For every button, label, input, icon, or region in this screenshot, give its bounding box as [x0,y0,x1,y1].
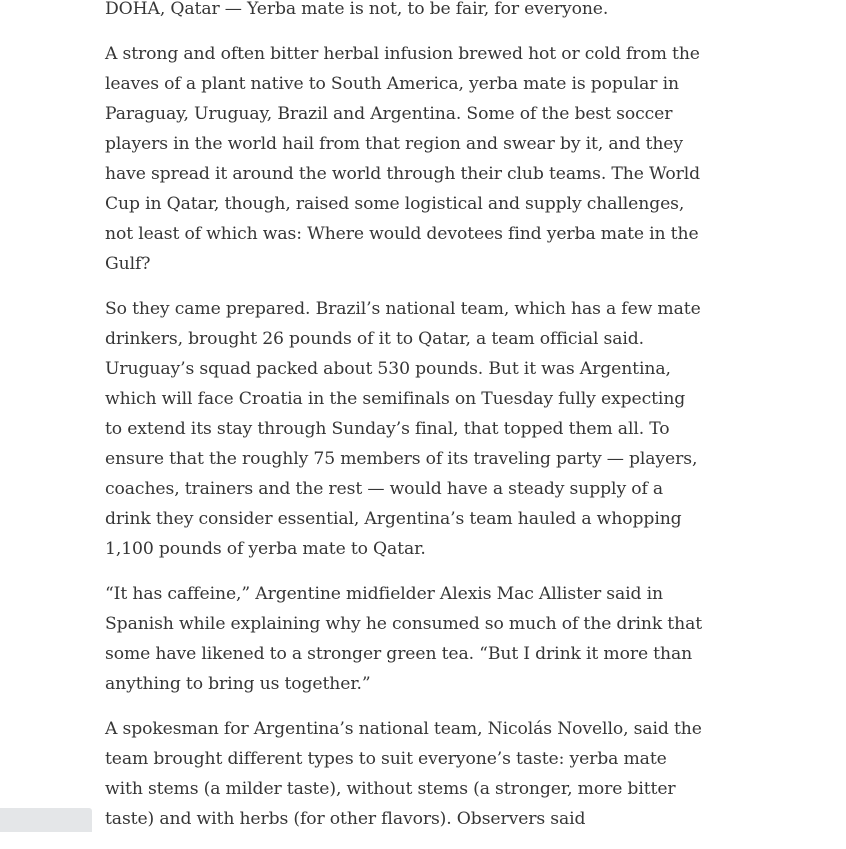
corner-widget[interactable] [0,808,92,832]
article-body [105,0,705,849]
article-paragraph: So they came prepared. Brazil’s national team, which has a few mate drinkers, brought 26 pounds of it to Qatar, a team official said. Uruguay’s squad packed about 530 pounds. But it was Argentina, which will face Croatia in the semifinals on Tuesday fully expecting to extend its stay through Sunday’s final, that topped them all. To ensure that the roughly 75 members of its traveling party — players, coaches, trainers and the rest — would have a steady supply of a drink they consider essential, Argentina’s team hauled a whopping 1,100 pounds of yerba mate to Qatar. [105,299,701,559]
article-paragraph: A strong and often bitter herbal infusion brewed hot or cold from the leaves of a plant native to South America, yerba mate is popular in Paraguay, Uruguay, Brazil and Argentina. Some of the best soccer players in the world hail from that region and swear by it, and they have spread it around the world through their club teams. The World Cup in Qatar, though, raised some logistical and supply challenges, not least of which was: Where would devotees find yerba mate in the Gulf? [105,44,701,274]
article-paragraph-quote: “It has caffeine,” Argentine midfielder Alexis Mac Allister said in Spanish while explaining why he consumed so much of the drink that some have likened to a stronger green tea. “But I drink it more than anything to bring us together.” [105,584,703,694]
article-paragraph: A spokesman for Argentina’s national team, Nicolás Novello, said the team brought different types to suit everyone’s taste: yerba mate with stems (a milder taste), without stems (a stronger, more bitter taste) and with herbs (for other flavors). Observers said [105,719,702,829]
article-paragraph-dateline: DOHA, Qatar — Yerba mate is not, to be fair, for everyone. [105,0,609,19]
